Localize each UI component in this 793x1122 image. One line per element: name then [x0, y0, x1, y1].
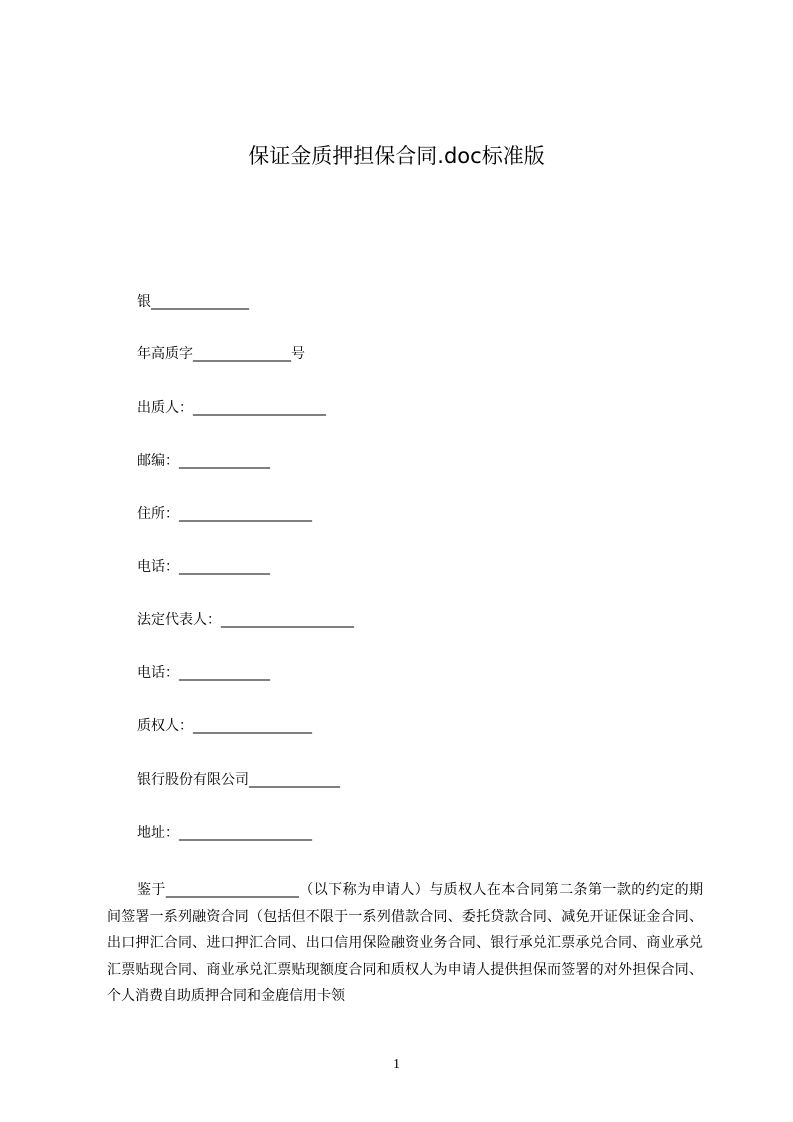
- field-pledgor-address: 住所：___________________: [137, 506, 312, 522]
- body-paragraph: 鉴于___________________（以下称为申请人）与质权人在本合同第二条第一款的约定的期间签署一系列融资合同（包括但不限于一系列借款合同、委托贷款合同、减免开证保证金合同、出口押汇合同、进口押汇合同、出口信用保险融资业务合同、银行承兑汇票承兑合同、商业承兑汇票贴现合同、商业承兑汇票贴现额度合同和质权人为申请人提供担保而签署的对外担保合同、个人消费自助质押合同和金鹿信用卡领: [107, 882, 703, 1005]
- field-reference-number: 年高质字______________号: [137, 346, 305, 362]
- field-pledgee-bank: 银行股份有限公司_____________: [137, 772, 340, 788]
- field-representative-phone: 电话：_____________: [137, 665, 270, 681]
- field-bank: 银______________: [137, 294, 249, 310]
- field-pledgee: 质权人：_________________: [137, 718, 312, 734]
- field-pledgor: 出质人：___________________: [137, 400, 326, 416]
- field-pledgee-address: 地址：___________________: [137, 825, 312, 841]
- field-pledgor-postcode: 邮编：_____________: [137, 453, 270, 469]
- page-number: 1: [393, 1057, 400, 1072]
- field-legal-representative: 法定代表人：___________________: [137, 612, 354, 628]
- field-pledgor-phone: 电话：_____________: [137, 559, 270, 575]
- document-title: 保证金质押担保合同.doc标准版: [248, 144, 545, 168]
